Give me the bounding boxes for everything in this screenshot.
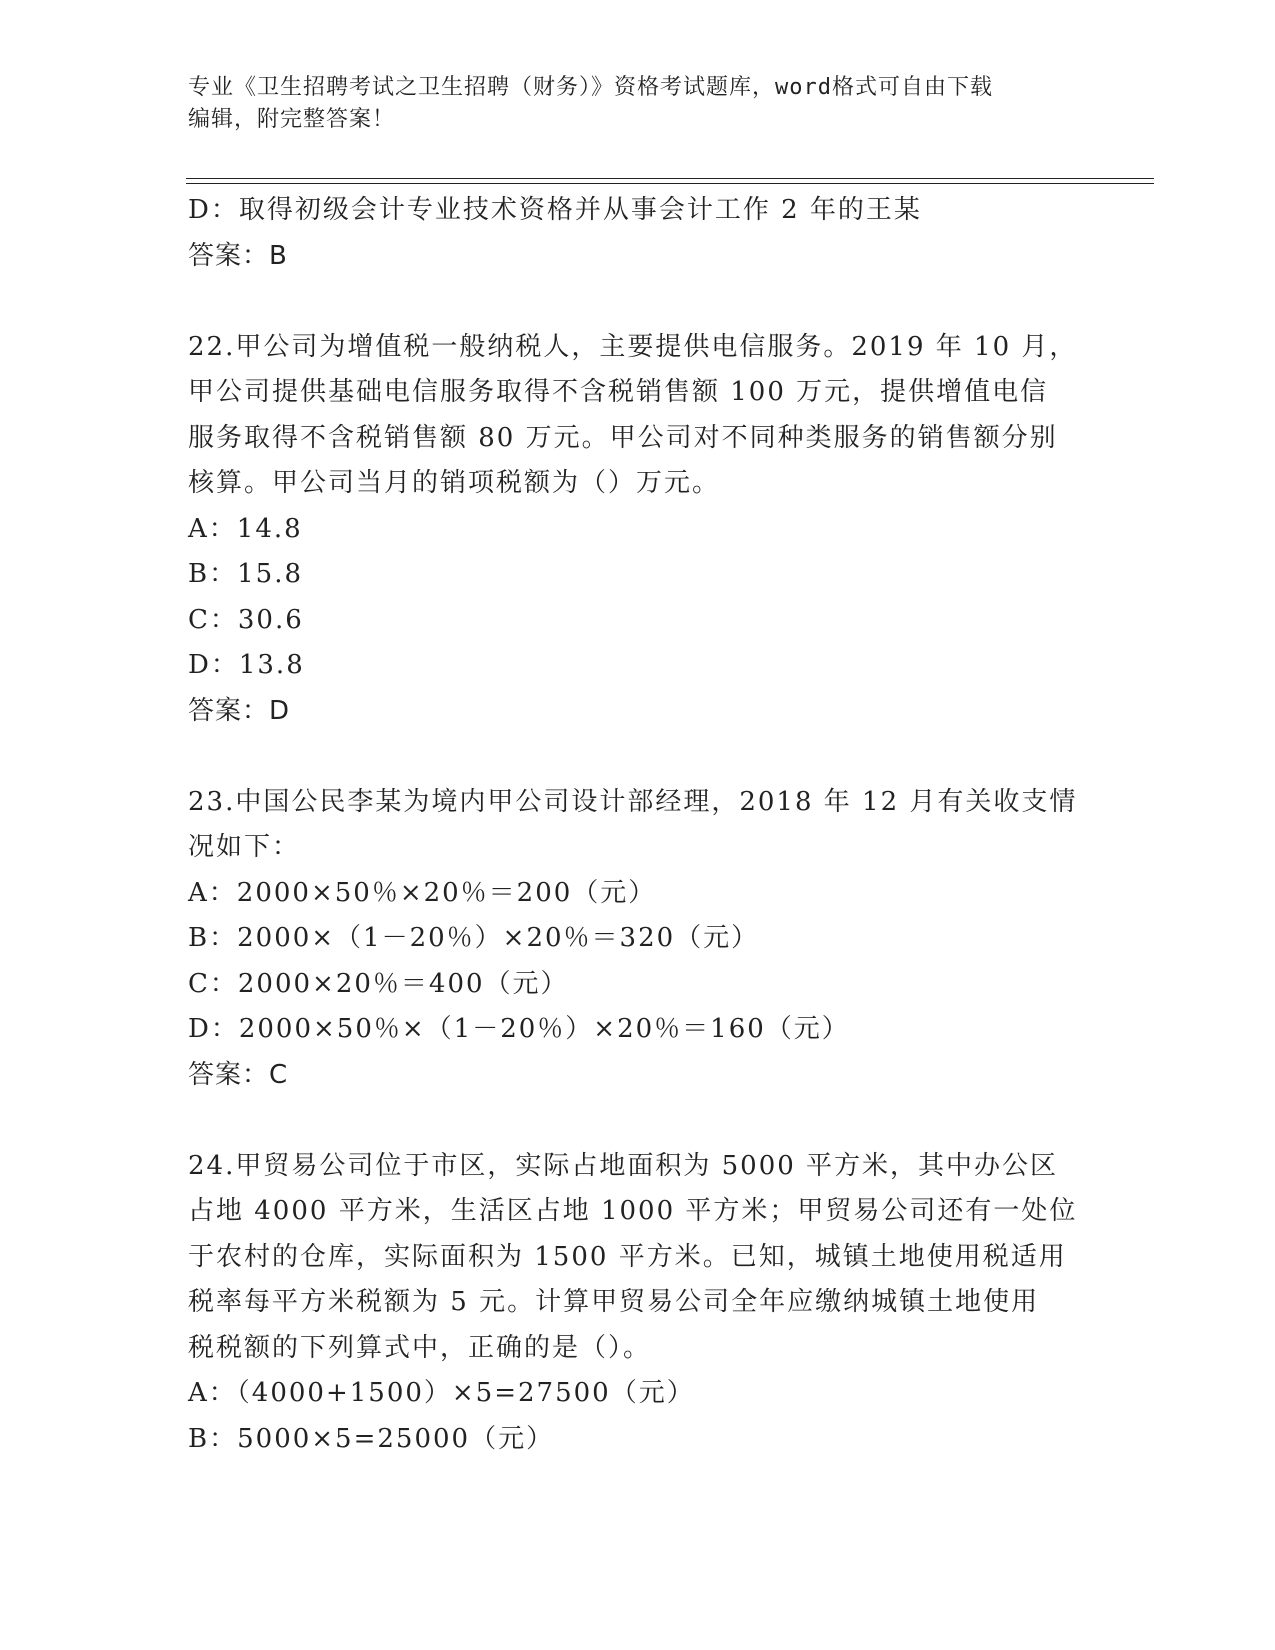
text-line: C：30.6 <box>188 604 304 635</box>
text-line: 占地 4000 平方米，生活区占地 1000 平方米；甲贸易公司还有一处位 <box>188 1196 1078 1226</box>
text-line: D：取得初级会计专业技术资格并从事会计工作 2 年的王某 <box>188 195 922 225</box>
text-line: 22.甲公司为增值税一般纳税人，主要提供电信服务。2019 年 10 月， <box>188 331 1078 362</box>
question-content <box>188 188 1088 1462</box>
page-header <box>188 72 1088 136</box>
text-line: 于农村的仓库，实际面积为 1500 平方米。已知，城镇土地使用税适用 <box>188 1241 1067 1272</box>
text-line: 税率每平方米税额为 5 元。计算甲贸易公司全年应缴纳城镇土地使用 <box>188 1287 1040 1317</box>
text-line: B：15.8 <box>188 559 303 589</box>
block-gap <box>188 279 1088 325</box>
text-line: B：5000×5=25000（元） <box>188 1423 555 1454</box>
header-divider-top <box>186 178 1154 179</box>
block-gap <box>188 1098 1088 1144</box>
answer-line: 答案：D <box>188 695 291 726</box>
header-title-line-2: 编辑，附完整答案！ <box>188 107 396 132</box>
text-line: B：2000×（1－20％）×20％＝320（元） <box>188 923 760 953</box>
text-line: 甲公司提供基础电信服务取得不含税销售额 100 万元，提供增值电信 <box>188 377 1049 407</box>
text-line: 24.甲贸易公司位于市区，实际占地面积为 5000 平方米，其中办公区 <box>188 1150 1059 1181</box>
text-line: D：2000×50％×（1－20％）×20％＝160（元） <box>188 1014 850 1044</box>
text-line: 税税额的下列算式中，正确的是（）。 <box>188 1332 652 1363</box>
text-line: C：2000×20％＝400（元） <box>188 968 569 999</box>
text-line: 况如下： <box>188 832 301 862</box>
text-line: A：（4000+1500）×5=27500（元） <box>188 1378 695 1408</box>
text-line: D：13.8 <box>188 650 305 680</box>
answer-line: 答案：C <box>188 1059 289 1090</box>
block-gap <box>188 734 1088 780</box>
answer-line: 答案：B <box>188 240 288 271</box>
header-title-line-1: 专业《卫生招聘考试之卫生招聘（财务）》资格考试题库，word格式可自由下载 <box>188 75 993 100</box>
text-line: 23.中国公民李某为境内甲公司设计部经理，2018 年 12 月有关收支情 <box>188 786 1078 817</box>
text-line: 核算。甲公司当月的销项税额为（）万元。 <box>188 468 721 498</box>
text-line: 服务取得不含税销售额 80 万元。甲公司对不同种类服务的销售额分别 <box>188 422 1058 453</box>
header-divider-bottom <box>186 183 1154 184</box>
text-line: A：2000×50％×20％＝200（元） <box>188 877 657 908</box>
text-line: A：14.8 <box>188 513 303 544</box>
